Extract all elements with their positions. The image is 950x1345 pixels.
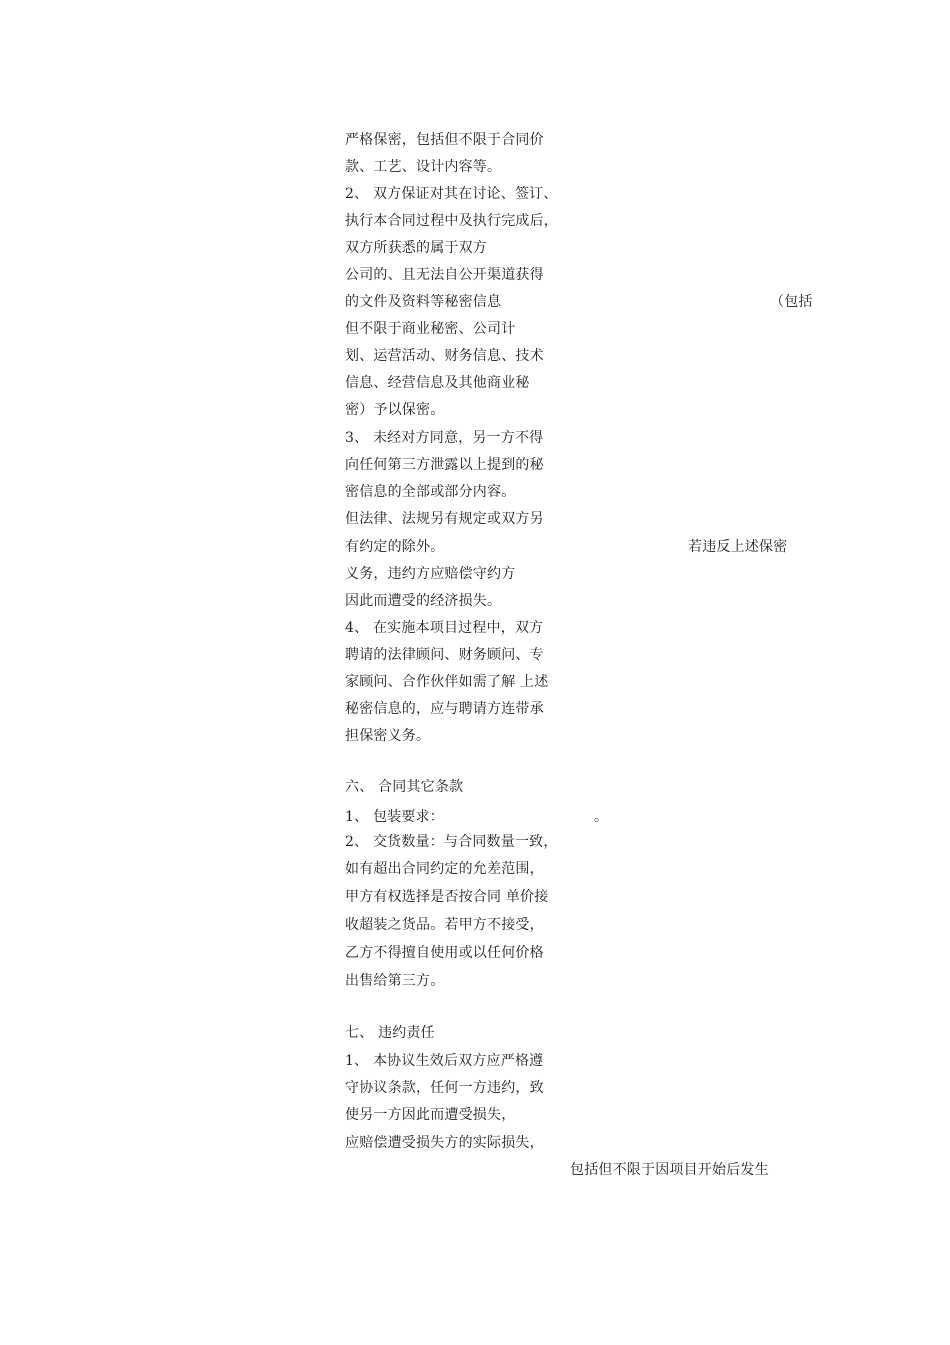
text-line: 2、 双方保证对其在讨论、签订、 bbox=[345, 186, 558, 202]
text-line: 。 bbox=[594, 809, 609, 825]
text-line: 划、运营活动、财务信息、技术 bbox=[345, 348, 544, 364]
text-line: 严格保密，包括但不限于合同价 bbox=[345, 132, 544, 148]
text-line: 包括但不限于因项目开始后发生 bbox=[570, 1162, 769, 1178]
text-line: 的文件及资料等秘密信息 bbox=[345, 294, 502, 310]
text-line: 执行本合同过程中及执行完成后， bbox=[345, 213, 558, 229]
text-line: 有约定的除外。 bbox=[345, 539, 445, 555]
text-line: 甲方有权选择是否按合同 单价接 bbox=[345, 889, 549, 905]
text-line: 但法律、法规另有规定或双方另 bbox=[345, 511, 544, 527]
text-line: 因此而遭受的经济损失。 bbox=[345, 593, 502, 609]
text-line: 守协议条款，任何一方违约，致 bbox=[345, 1080, 544, 1096]
text-line: 出售给第三方。 bbox=[345, 973, 445, 989]
text-line: 2、 交货数量：与合同数量一致， bbox=[345, 834, 558, 850]
text-line: 密）予以保密。 bbox=[345, 402, 445, 418]
text-line: 使另一方因此而遭受损失， bbox=[345, 1107, 516, 1123]
text-line: 4、 在实施本项目过程中，双方 bbox=[345, 620, 544, 636]
text-line: 公司的、且无法自公开渠道获得 bbox=[345, 267, 544, 283]
text-line: 应赔偿遭受损失方的实际损失， bbox=[345, 1135, 544, 1151]
text-line: 如有超出合同约定的允差范围， bbox=[345, 861, 544, 877]
text-line: 1、 包装要求： bbox=[345, 809, 444, 825]
text-line: 若违反上述保密 bbox=[688, 539, 788, 555]
text-line: 乙方不得擅自使用或以任何价格 bbox=[345, 945, 544, 961]
text-line: 款、工艺、设计内容等。 bbox=[345, 159, 502, 175]
text-line: 但不限于商业秘密、公司计 bbox=[345, 321, 516, 337]
text-line: 密信息的全部或部分内容。 bbox=[345, 484, 516, 500]
text-line: 秘密信息的，应与聘请方连带承 bbox=[345, 701, 544, 717]
text-line: 义务，违约方应赔偿守约方 bbox=[345, 566, 516, 582]
text-line: 向任何第三方泄露以上提到的秘 bbox=[345, 457, 544, 473]
text-line: 1、 本协议生效后双方应严格遵 bbox=[345, 1053, 544, 1069]
section-heading: 七、 违约责任 bbox=[345, 1025, 435, 1041]
text-line: （包括 bbox=[770, 294, 813, 310]
section-heading: 六、 合同其它条款 bbox=[345, 779, 464, 795]
text-line: 担保密义务。 bbox=[345, 728, 431, 744]
text-line: 聘请的法律顾问、财务顾问、专 bbox=[345, 647, 544, 663]
text-line: 收超装之货品。若甲方不接受， bbox=[345, 917, 544, 933]
text-line: 家顾问、合作伙伴如需了解 上述 bbox=[345, 674, 549, 690]
text-line: 3、 未经对方同意，另一方不得 bbox=[345, 430, 544, 446]
text-line: 双方所获悉的属于双方 bbox=[345, 240, 487, 256]
text-line: 信息、经营信息及其他商业秘 bbox=[345, 375, 530, 391]
